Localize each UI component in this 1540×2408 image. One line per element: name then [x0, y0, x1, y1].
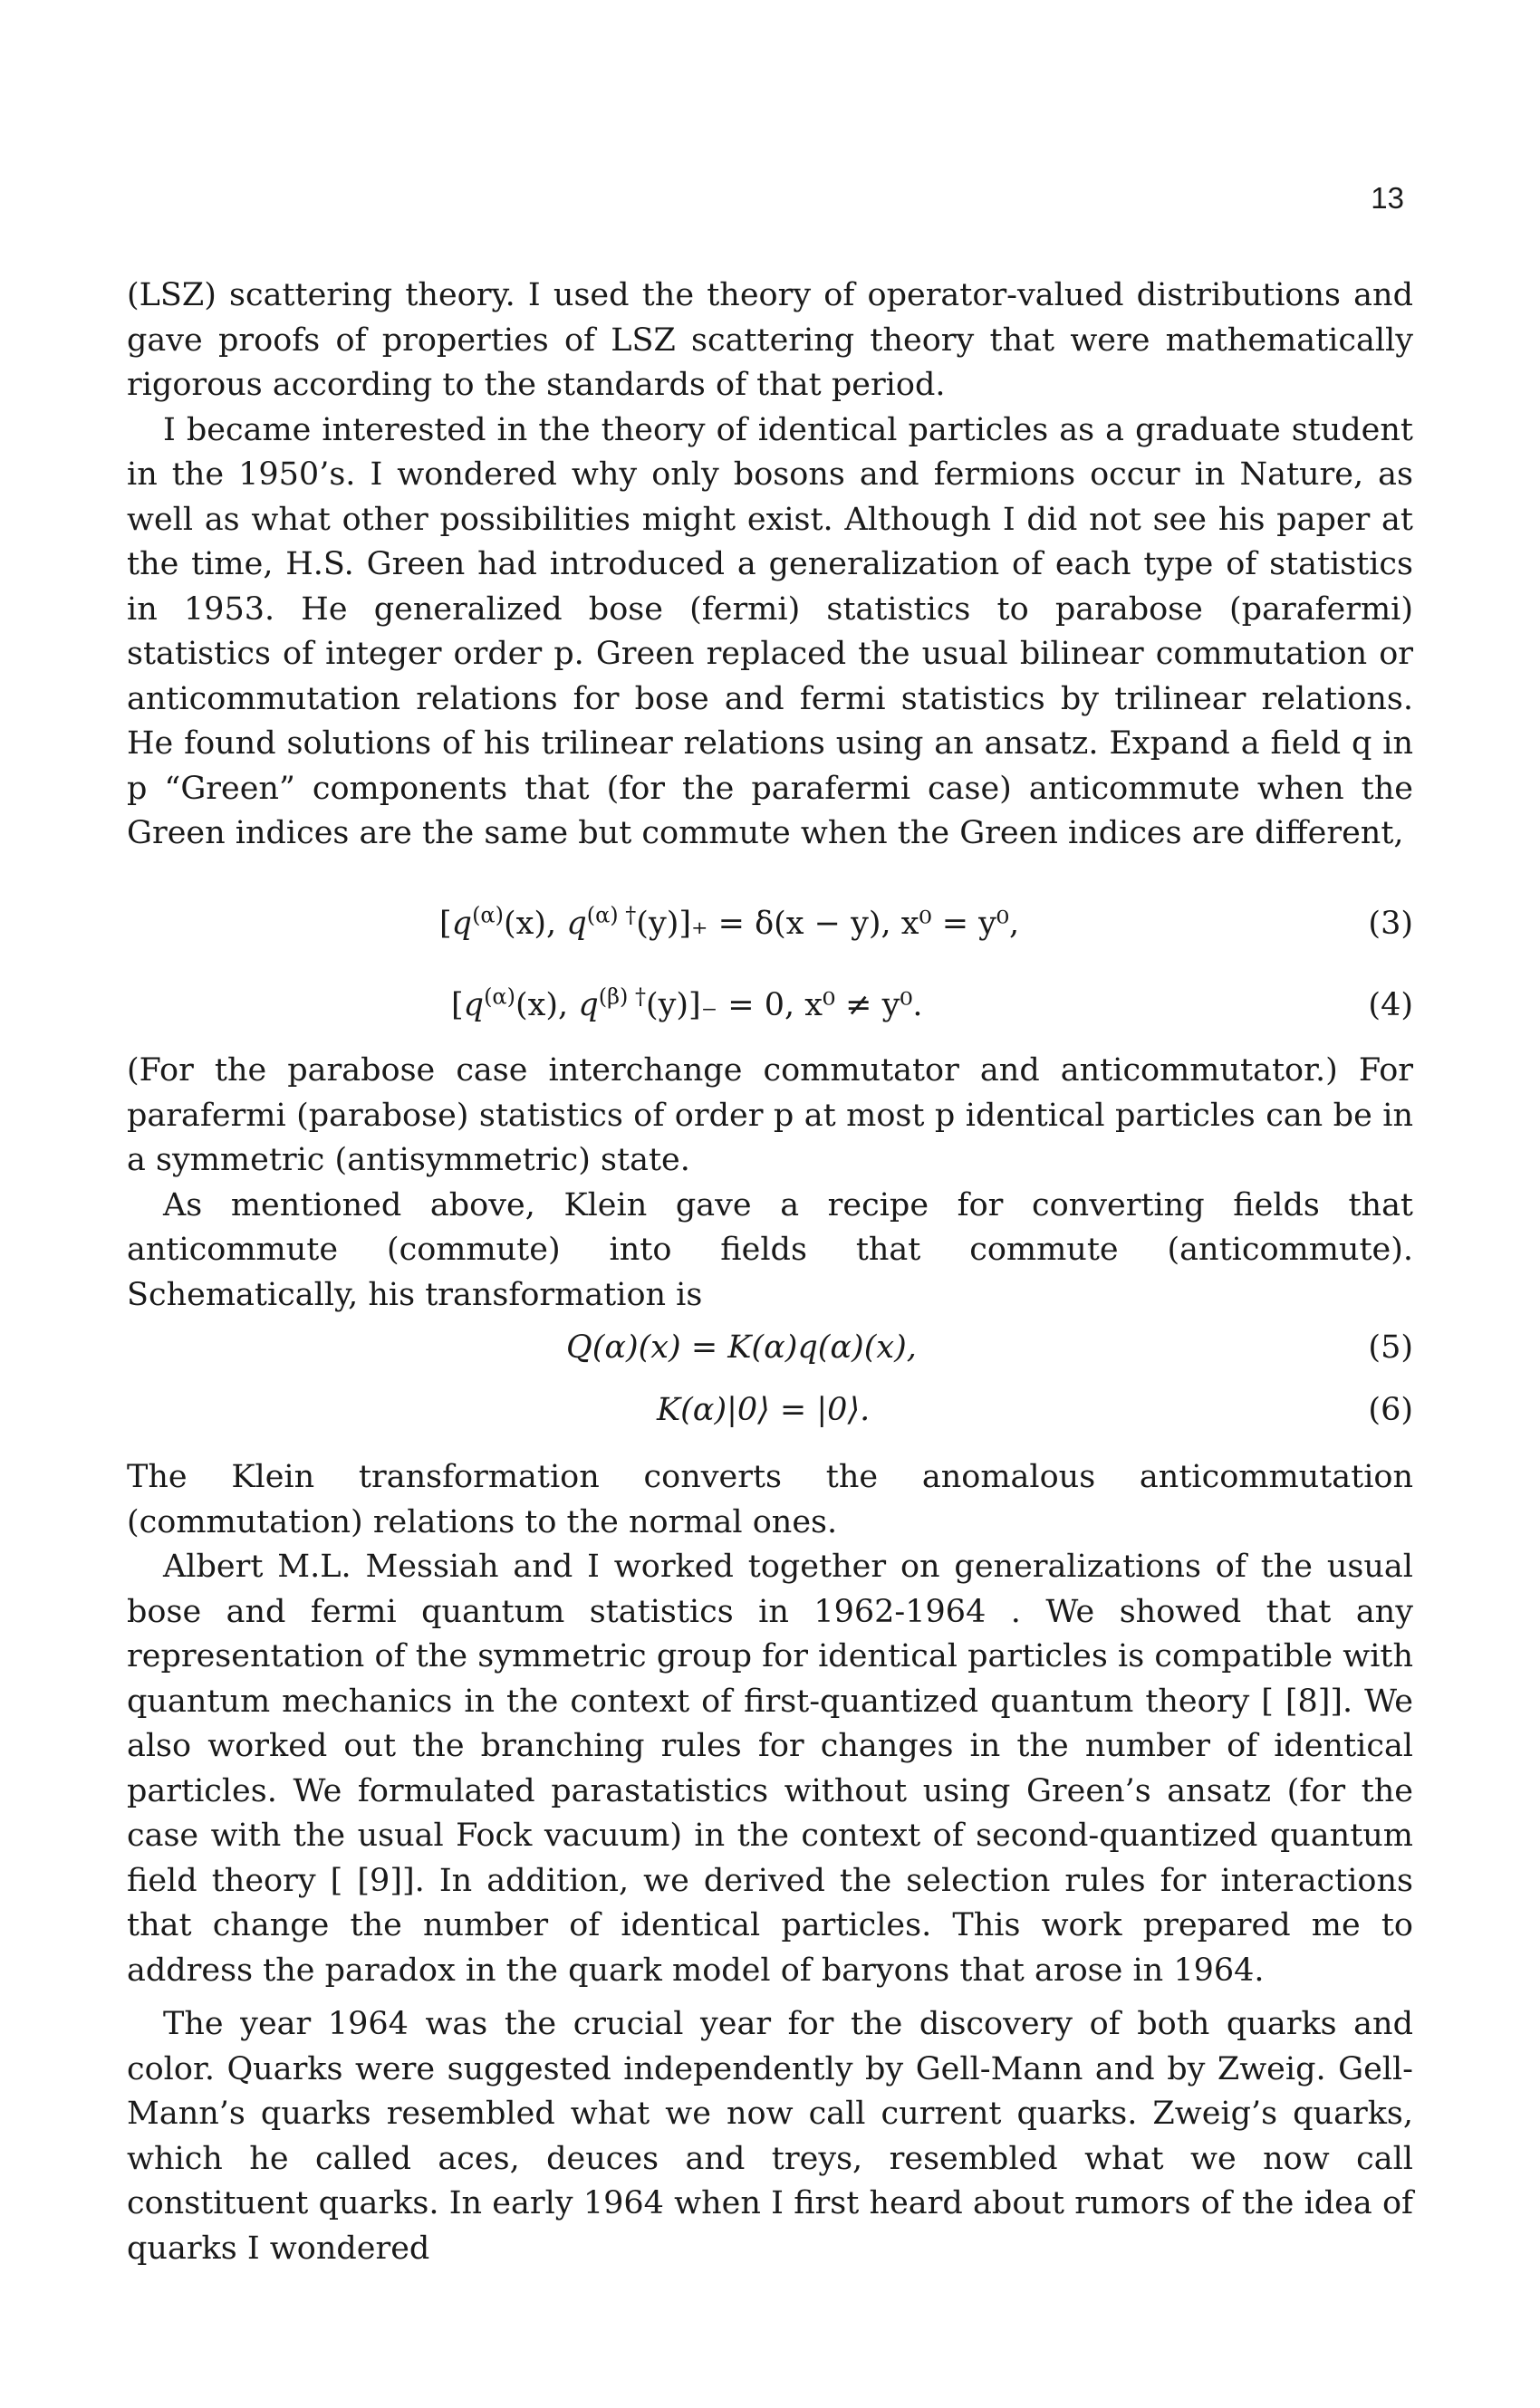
equation-number: (5): [1368, 1329, 1413, 1366]
equation-expression: [$q^{(\alpha)}(x)$, $q^{(\beta) \dagger}(y)]_- = 0$, x⁰ ≠ y⁰.: [451, 983, 923, 1023]
text-block-3: [127, 1455, 1413, 2271]
page-number: 13: [1371, 181, 1404, 215]
equation-expression: Q(α)(x) = K(α)q(α)(x),: [566, 1329, 917, 1366]
equation-expression: [$q^{(\alpha)}(x)$, $q^{(\alpha) \dagger}(y)]_+ = \delta(x - y)$, x⁰ = y⁰,: [439, 902, 1020, 942]
equation-3: [127, 902, 1413, 955]
paragraph: As mentioned above, Klein gave a recipe for converting fields that anticommute (commute) into fields that commute (anticommute). Schematically, his transformation is: [127, 1186, 1413, 1313]
equation-number: (3): [1368, 906, 1413, 942]
paragraph: Albert M.L. Messiah and I worked together on generalizations of the usual bose and fermi quantum statistics in 1962-1964 . We showed that any representation of the symmetric group for identical particles is compatible with quantum mechanics in the context of first-quantized quantum theory [ [8]]. We also worked out the branching rules for changes in the number of identical particles. We formulated parastatistics without using Green’s ansatz (for the case with the usual Fock vacuum) in the context of second-quantized quantum field theory [ [9]]. In addition, we derived the selection rules for interactions that change the number of identical particles. This work prepared me to address the paradox in the quark model of baryons that arose in 1964.: [127, 1549, 1413, 1989]
equation-expression: K(α)|0⟩ = |0⟩.: [657, 1392, 871, 1428]
paragraph: I became interested in the theory of identical particles as a graduate student in the 1950’s. I wondered why only bosons and fermions occur in Nature, as well as what other possibilities might exist. Although I did not see his paper at the time, H.S. Green had introduced a generalization of each type of statistics in 1953. He generalized bose (fermi) statistics to parabose (parafermi) statistics of integer order p. Green replaced the usual bilinear commutation or anticommutation relations for bose and fermi statistics by trilinear relations. He found solutions of his trilinear relations using an ansatz. Expand a field q in p “Green” components that (for the parafermi case) anticommute when the Green indices are the same but commute when the Green indices are different,: [127, 411, 1413, 851]
text-block-1: [127, 273, 1413, 857]
paragraph: (LSZ) scattering theory. I used the theory of operator-valued distributions and gave proofs of properties of LSZ scattering theory that were mathematically rigorous according to the standards of that period.: [127, 277, 1413, 403]
equation-6: [127, 1392, 1413, 1441]
equation-number: (4): [1368, 987, 1413, 1023]
paragraph: The year 1964 was the crucial year for the discovery of both quarks and color. Quarks were suggested independently by Gell-Mann and by Zweig. Gell-Mann’s quarks resembled what we now call current quarks. Zweig’s quarks, which he called aces, deuces and treys, resembled what we now call constituent quarks. In early 1964 when I first heard about rumors of the idea of quarks I wondered: [127, 2006, 1413, 2267]
text-block-2: [127, 1049, 1413, 1318]
paragraph: The Klein transformation converts the anomalous anticommutation (commutation) relations to the normal ones.: [127, 1459, 1413, 1540]
equation-4: [127, 983, 1413, 1036]
equation-5: [127, 1329, 1413, 1378]
equation-number: (6): [1368, 1392, 1413, 1428]
paragraph: (For the parabose case interchange commutator and anticommutator.) For parafermi (parabose) statistics of order p at most p identical particles can be in a symmetric (antisymmetric) state.: [127, 1052, 1413, 1178]
